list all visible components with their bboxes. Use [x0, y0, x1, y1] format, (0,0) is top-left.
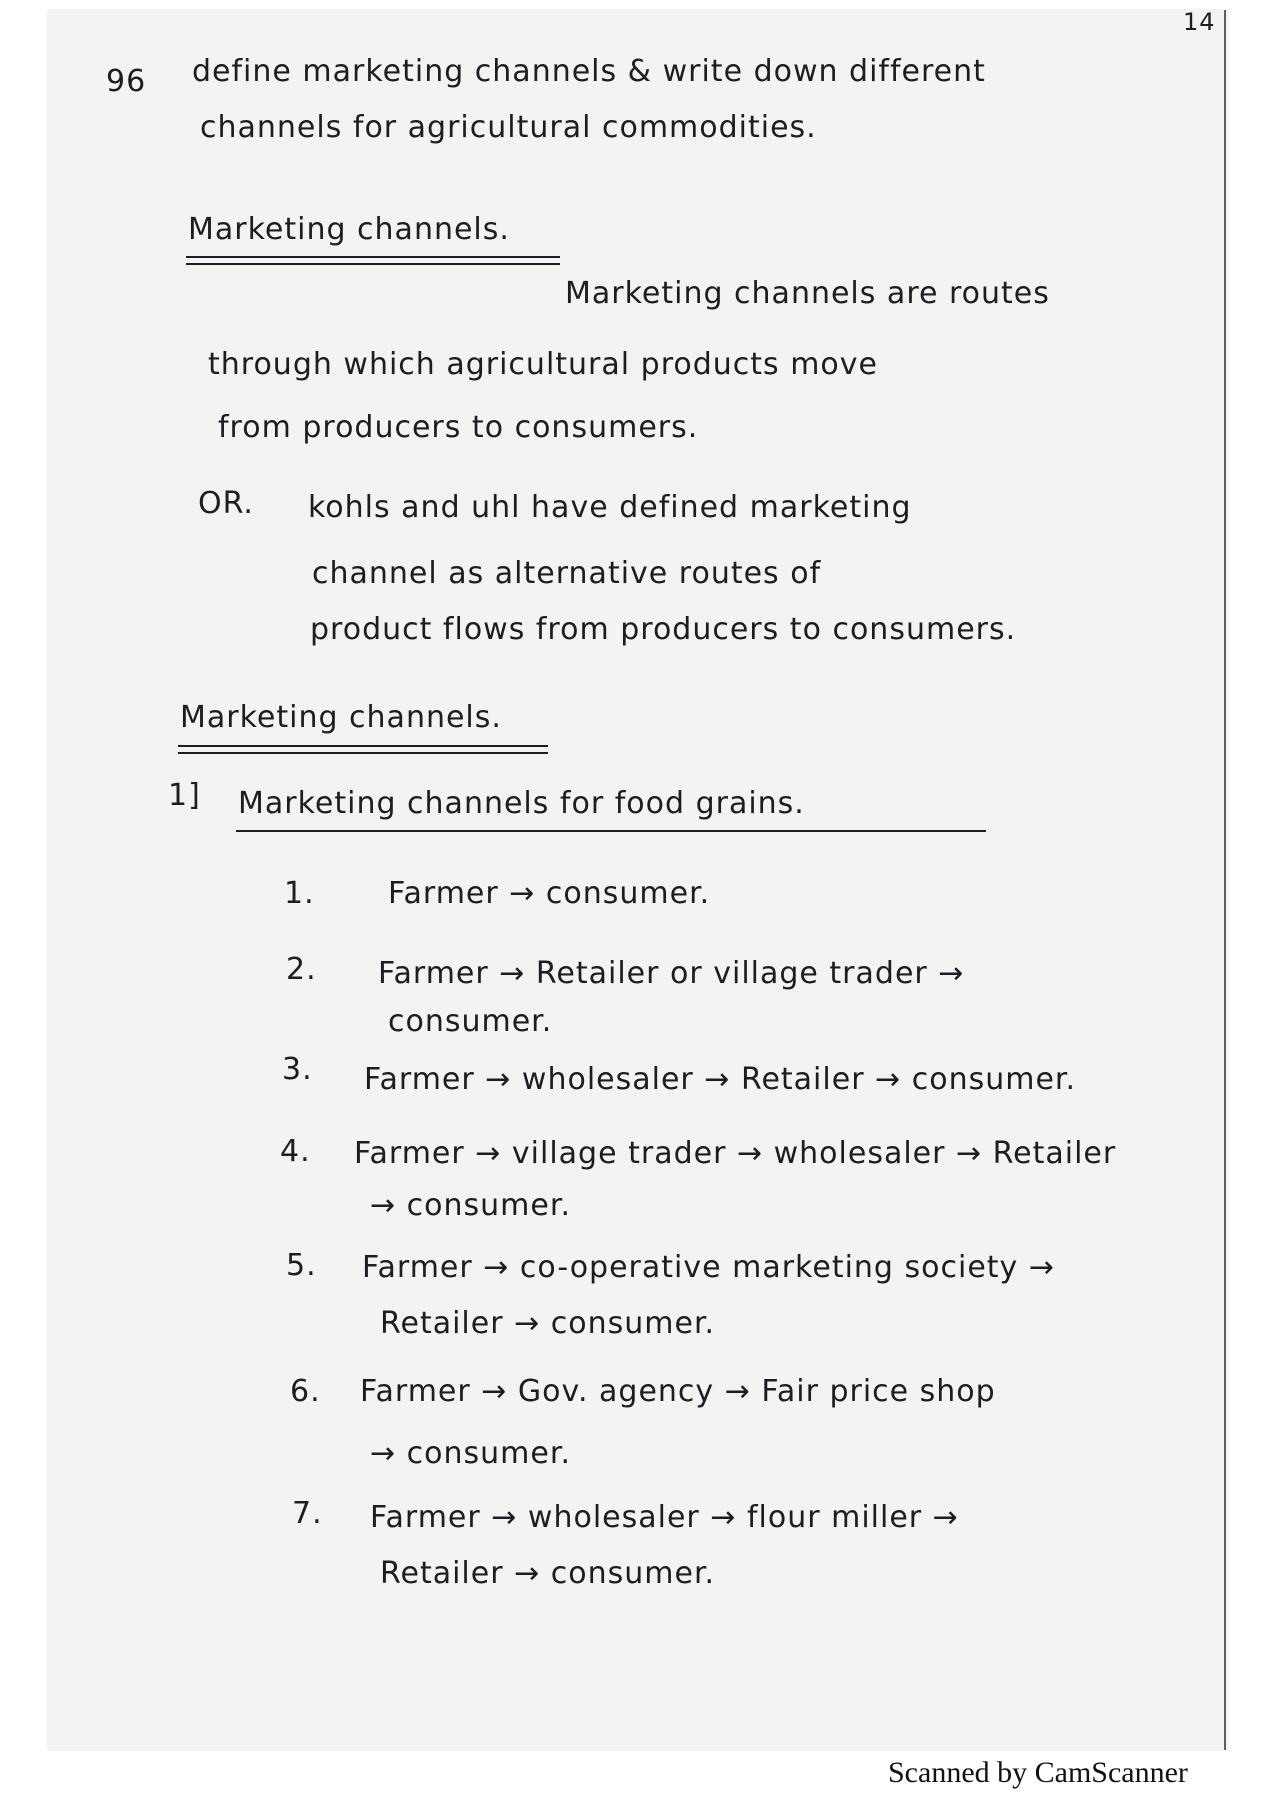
question-number: 96: [106, 64, 147, 99]
page-number: 14: [1183, 8, 1216, 36]
margin-line: [1224, 10, 1226, 1750]
alternative-line-1: kohls and uhl have defined marketing: [308, 490, 912, 525]
definition-heading-underline-2: [186, 263, 560, 265]
question-line-2: channels for agricultural commodities.: [200, 110, 817, 145]
channel-number: 3.: [282, 1052, 313, 1087]
alternative-marker: OR.: [198, 486, 254, 521]
channels-heading: Marketing channels.: [180, 700, 502, 735]
alternative-line-3: product flows from producers to consumers.: [310, 612, 1017, 647]
channel-line-1: Farmer → village trader → wholesaler → Retailer: [354, 1136, 1117, 1171]
channel-line-1: Farmer → co-operative marketing society →: [362, 1250, 1055, 1285]
channel-line-1: Farmer → wholesaler → Retailer → consumer.: [364, 1062, 1077, 1097]
channel-line-2: consumer.: [388, 1004, 553, 1039]
channel-line-1: Farmer → wholesaler → flour miller →: [370, 1500, 959, 1535]
channel-line-2: → consumer.: [370, 1188, 571, 1223]
channel-line-2: → consumer.: [370, 1436, 571, 1471]
channel-number: 2.: [286, 952, 317, 987]
definition-heading-underline-1: [186, 256, 560, 258]
definition-line-1: Marketing channels are routes: [565, 276, 1050, 311]
channel-number: 6.: [290, 1374, 321, 1409]
channel-number: 4.: [280, 1134, 311, 1169]
channel-number: 7.: [292, 1496, 323, 1531]
definition-line-3: from producers to consumers.: [218, 410, 699, 445]
channel-number: 1.: [284, 876, 315, 911]
scanner-watermark: Scanned by CamScanner: [888, 1756, 1188, 1789]
channels-heading-underline-1: [178, 745, 548, 747]
definition-line-2: through which agricultural products move: [208, 347, 878, 382]
alternative-line-2: channel as alternative routes of: [312, 556, 822, 591]
definition-heading: Marketing channels.: [188, 212, 510, 247]
channel-line-1: Farmer → consumer.: [388, 876, 711, 911]
channel-line-1: Farmer → Retailer or village trader →: [378, 956, 965, 991]
channel-line-2: Retailer → consumer.: [380, 1306, 716, 1341]
channel-line-2: Retailer → consumer.: [380, 1556, 716, 1591]
section-title: Marketing channels for food grains.: [238, 786, 805, 821]
section-number: 1]: [168, 778, 201, 813]
question-line-1: define marketing channels & write down different: [192, 54, 986, 89]
section-title-underline: [236, 830, 986, 832]
channel-line-1: Farmer → Gov. agency → Fair price shop: [360, 1374, 996, 1409]
channels-heading-underline-2: [178, 752, 548, 754]
channel-number: 5.: [286, 1248, 317, 1283]
